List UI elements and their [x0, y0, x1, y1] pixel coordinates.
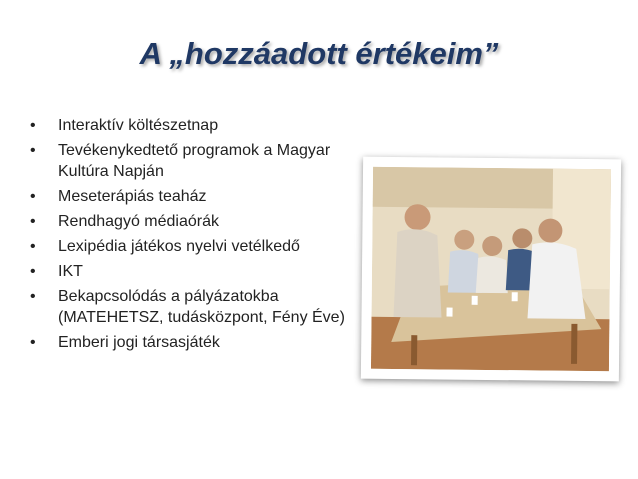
bullet-item: • Lexipédia játékos nyelvi vetélkedő [28, 236, 363, 257]
bullet-item: • Bekapcsolódás a pályázatokba (MATEHETSZ, tudásközpont, Fény Éve) [28, 286, 363, 328]
bullet-item: • Interaktív költészetnap [28, 115, 363, 136]
classroom-photo-icon [371, 167, 611, 371]
slide-title: A „hozzáadott értékeim” [139, 36, 499, 71]
bullet-item: • Emberi jogi társasjáték [28, 332, 363, 353]
bullet-item: • IKT [28, 261, 363, 282]
bullet-item: • Rendhagyó médiaórák [28, 211, 363, 232]
bullet-list [28, 115, 363, 357]
bullet-item: • Meseterápiás teaház [28, 186, 363, 207]
bullet-item: • Tevékenykedtető programok a Magyar Kultúra Napján [28, 140, 363, 182]
classroom-photo [361, 157, 621, 382]
